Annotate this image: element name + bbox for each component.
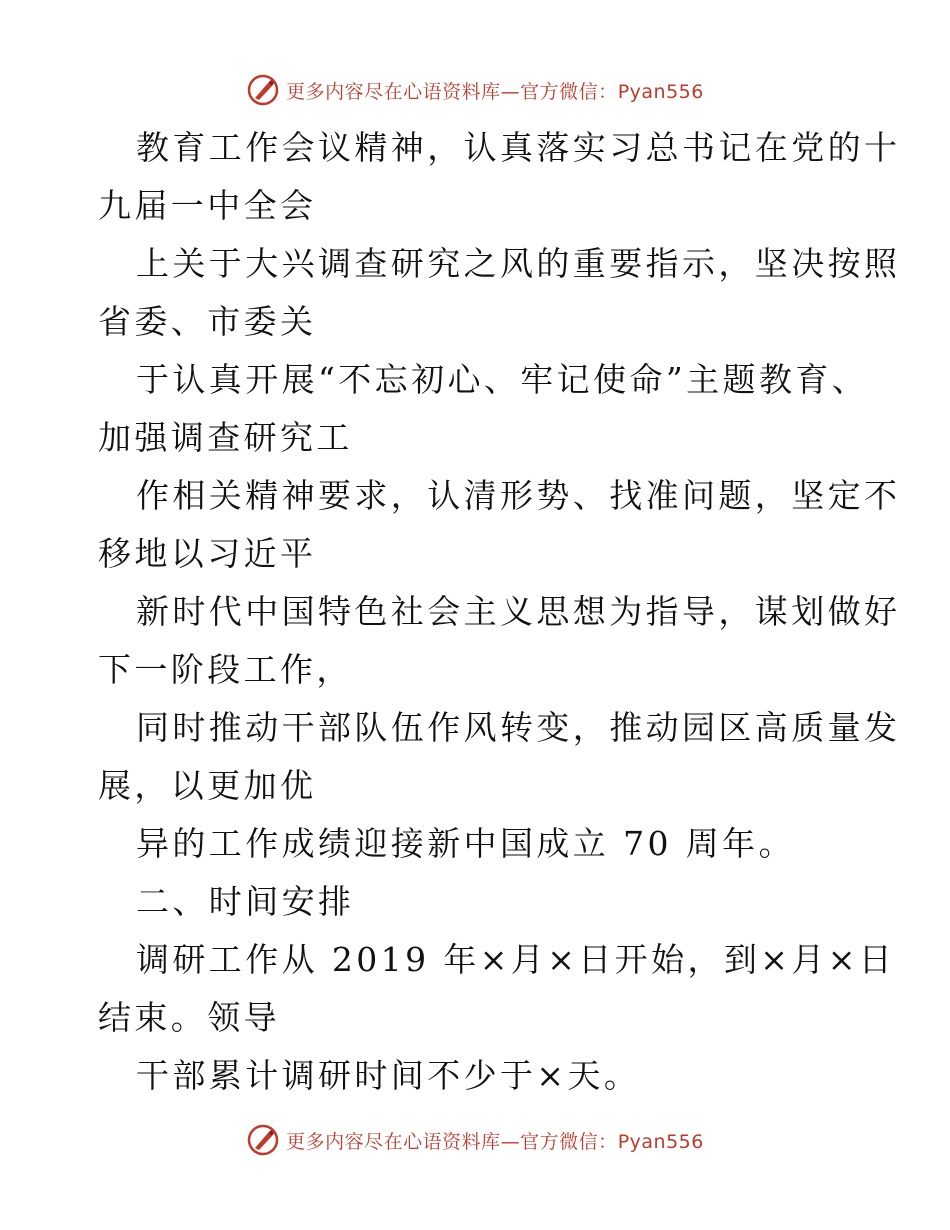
footer-wechat-id: Pyan556 <box>617 1130 704 1153</box>
footer-banner-text <box>286 1127 704 1154</box>
body-line: 省委、市委关 <box>98 302 317 341</box>
footer-site-text: 更多内容尽在心语资料库 <box>286 1130 501 1153</box>
body-line: 上关于大兴调查研究之风的重要指示，坚决按照 <box>136 244 901 283</box>
footer-separator: — <box>500 1130 521 1153</box>
body-line: 展，以更加优 <box>98 766 317 805</box>
body-line: 干部累计调研时间不少于×天。 <box>136 1056 641 1095</box>
body-line: 加强调查研究工 <box>98 418 353 457</box>
body-line: 新时代中国特色社会主义思想为指导，谋划做好 <box>136 592 901 631</box>
body-line: 移地以习近平 <box>98 534 317 573</box>
body-line: 教育工作会议精神，认真落实习总书记在党的十 <box>136 128 901 167</box>
body-line: 作相关精神要求，认清形势、找准问题，坚定不 <box>136 476 901 515</box>
body-line: 九届一中全会 <box>98 186 317 225</box>
header-wechat-label: 官方微信： <box>520 80 618 103</box>
footer-banner <box>0 1120 950 1160</box>
section-heading: 二、时间安排 <box>136 882 355 921</box>
header-separator: — <box>500 80 521 103</box>
header-site-text: 更多内容尽在心语资料库 <box>286 80 501 103</box>
body-line: 异的工作成绩迎接新中国成立 70 周年。 <box>136 824 795 863</box>
body-line: 同时推动干部队伍作风转变，推动园区高质量发 <box>136 708 901 747</box>
pen-logo-icon <box>246 1123 280 1157</box>
body-line: 结束。领导 <box>98 998 280 1037</box>
body-line: 调研工作从 2019 年×月×日开始，到×月×日 <box>136 940 896 979</box>
body-line: 于认真开展“不忘初心、牢记使命”主题教育、 <box>136 360 869 399</box>
header-banner-text <box>286 77 704 104</box>
footer-wechat-label: 官方微信： <box>520 1130 618 1153</box>
body-line: 下一阶段工作， <box>98 650 353 689</box>
header-wechat-id: Pyan556 <box>617 80 704 103</box>
pen-logo-icon <box>246 73 280 107</box>
header-banner <box>0 70 950 110</box>
